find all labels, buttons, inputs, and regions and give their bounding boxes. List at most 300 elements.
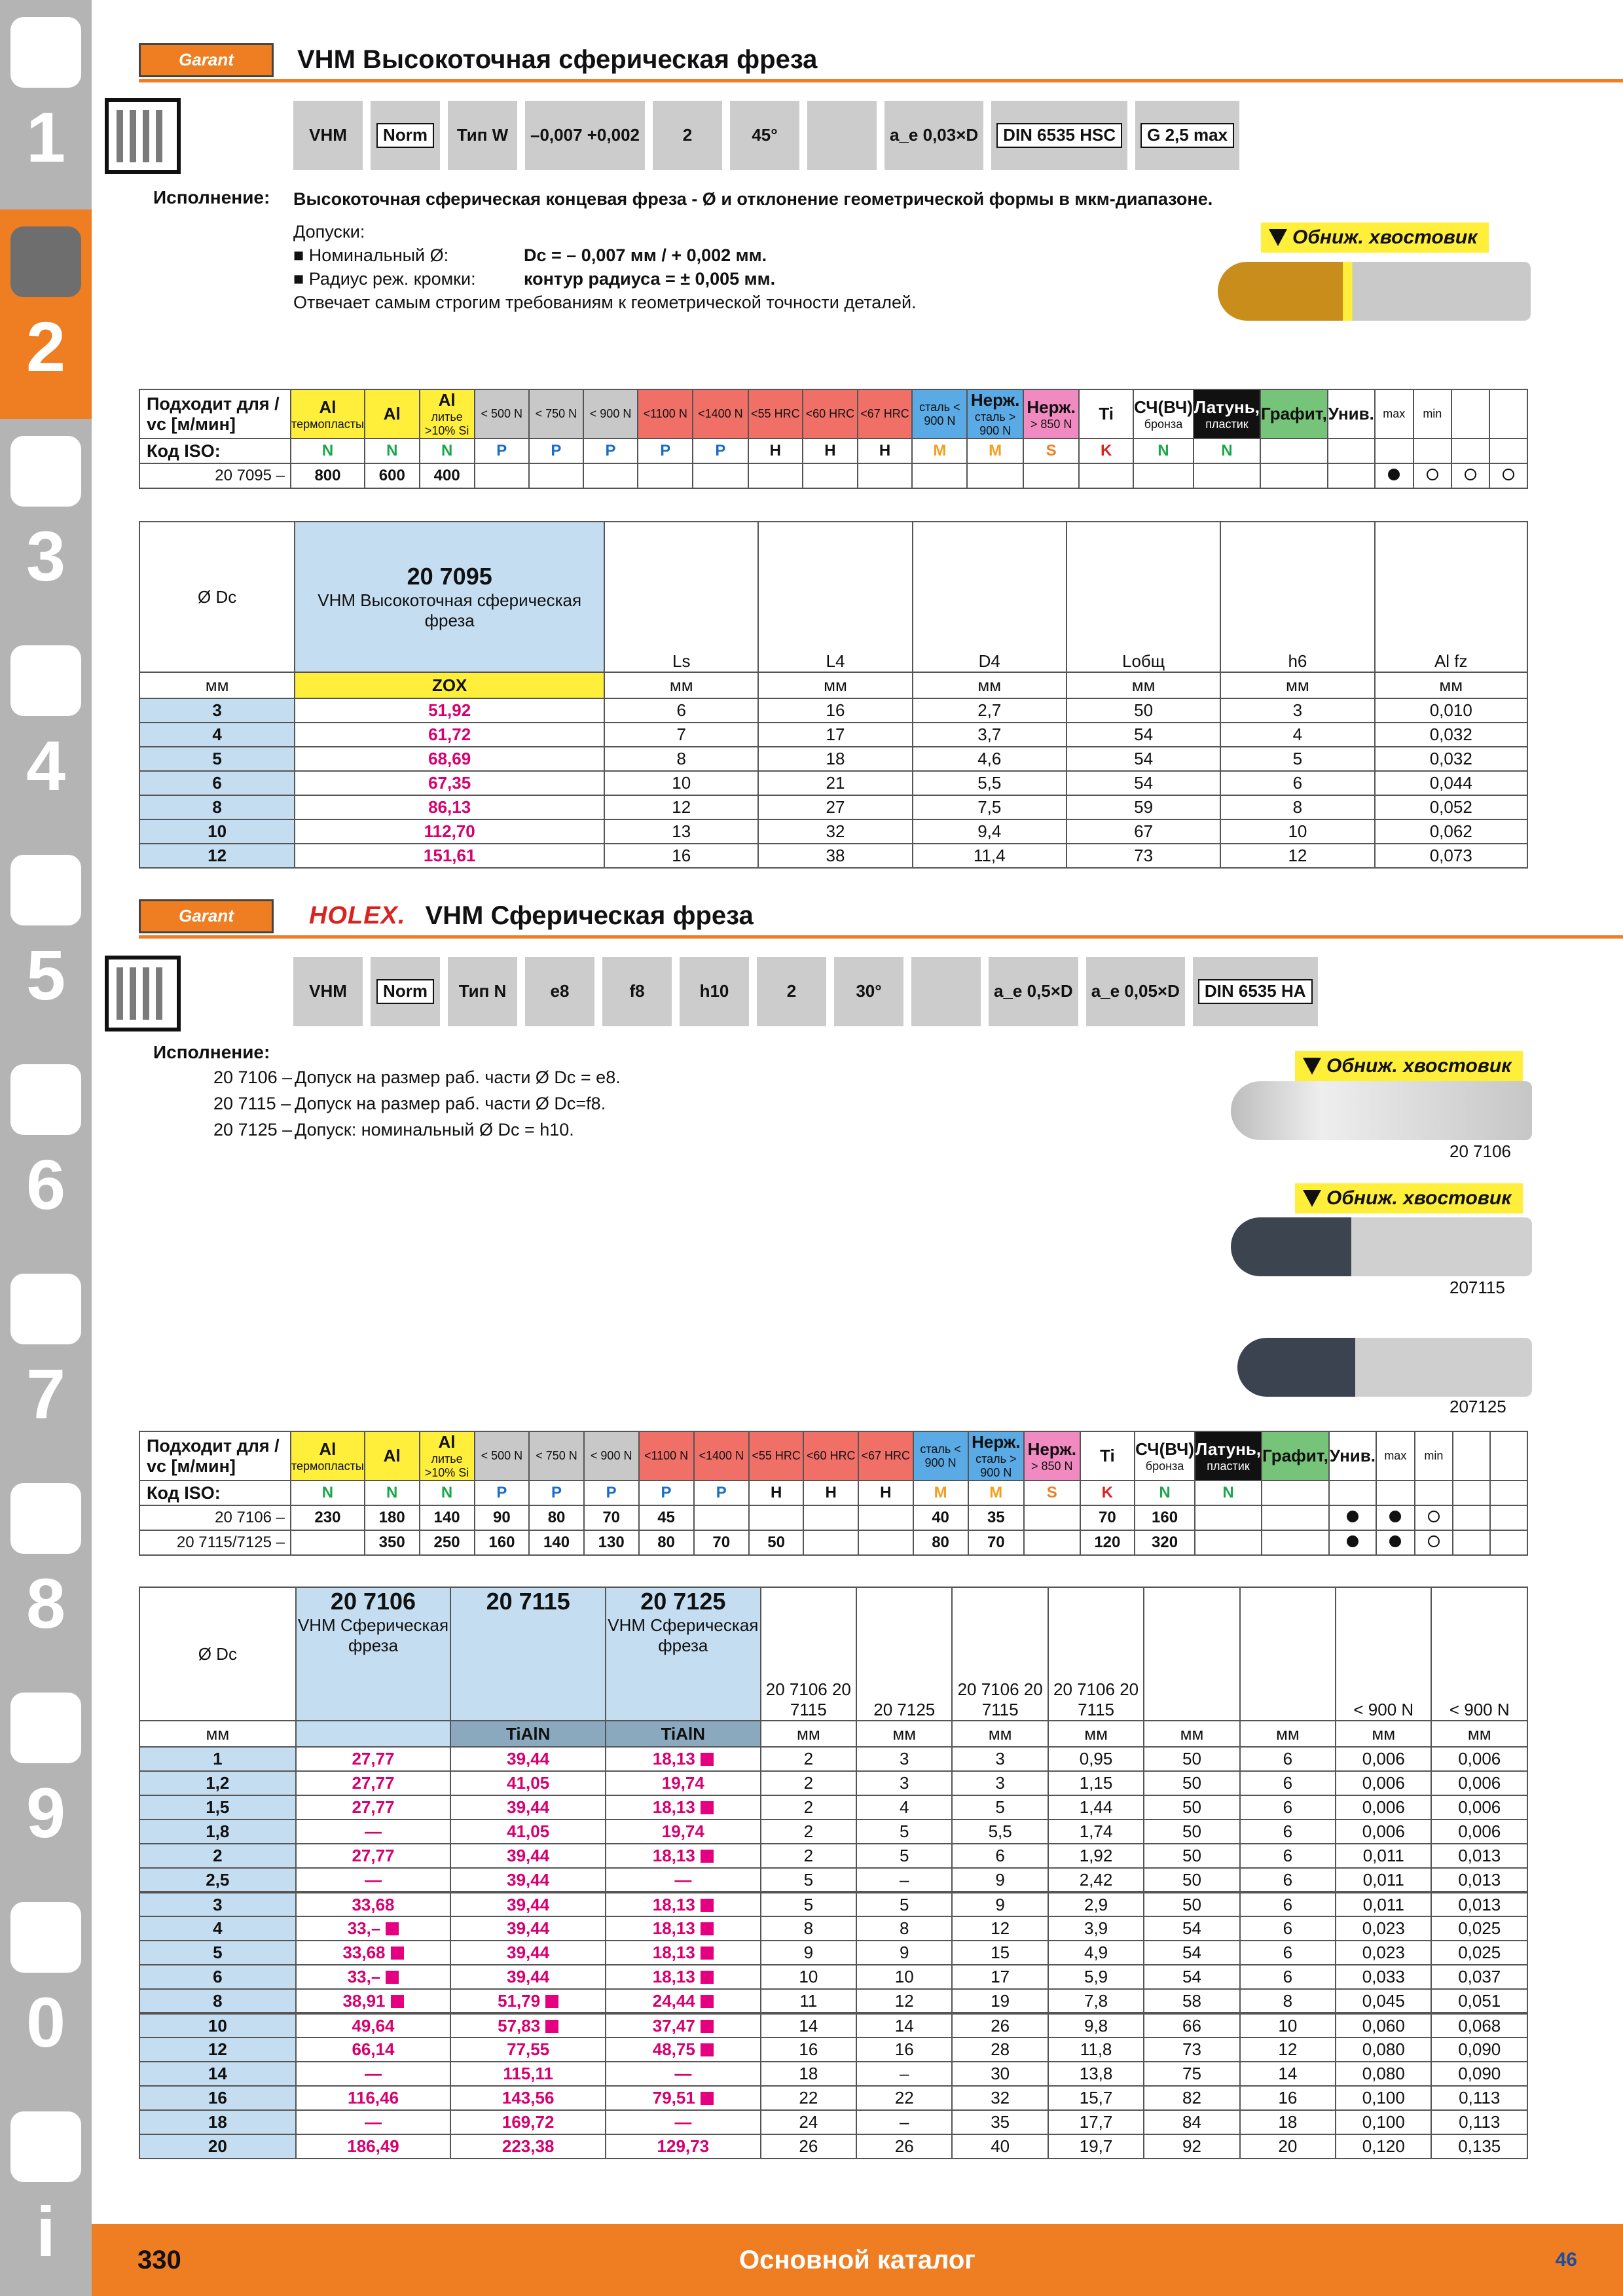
dc-value: [139, 2110, 296, 2134]
ispoln-label-1: Исполнение:: [153, 187, 270, 207]
cell-text: 18: [1278, 2112, 1298, 2132]
cell-text: 0,023: [1362, 1943, 1405, 1962]
fits-value: 250: [420, 1530, 475, 1555]
cell-text: 54: [1182, 1943, 1201, 1962]
dim-value: [1048, 1965, 1144, 1989]
price-value[interactable]: [450, 1965, 606, 1989]
material-sub: < 750 N: [535, 407, 577, 420]
cell-text: 6: [1283, 1869, 1293, 1890]
dim-value: [952, 2134, 1048, 2159]
price-value[interactable]: [296, 1771, 451, 1795]
dim-value: [1240, 1844, 1336, 1868]
cell-text: 5: [900, 1846, 909, 1865]
sidebar-tab-i[interactable]: [0, 2094, 92, 2296]
fits-value: [1329, 1505, 1376, 1530]
cell-text: 37,47: [652, 2015, 695, 2036]
dim-value: [1144, 1916, 1239, 1941]
cell-text: 6: [1283, 1918, 1293, 1938]
price-value[interactable]: [450, 1771, 606, 1795]
qr-code-icon[interactable]: [105, 98, 181, 174]
cell-text: 0,033: [1362, 1967, 1405, 1986]
fits-value: [1195, 1505, 1262, 1530]
iso-cell: N: [1195, 1480, 1262, 1505]
cell-text: 38,91: [342, 1990, 386, 2011]
dim-value: [952, 2086, 1048, 2110]
cell-text: 33,–: [347, 1918, 381, 1938]
material-sub: сталь < 900 N: [919, 400, 960, 427]
price-value[interactable]: [450, 2062, 606, 2086]
feature-icon-0: [293, 101, 363, 170]
dim-value: [1144, 2134, 1239, 2159]
fits-value: 70: [694, 1530, 749, 1555]
material-col-14: [1079, 389, 1133, 439]
cell-text: 19,7: [1079, 2136, 1113, 2156]
price-value[interactable]: [606, 2013, 761, 2037]
price-value[interactable]: [606, 1941, 761, 1965]
price-value[interactable]: [450, 2013, 606, 2037]
price-value[interactable]: [296, 1844, 451, 1868]
iso-cell: N: [291, 439, 365, 463]
iso-cell: N: [291, 1480, 365, 1505]
section2-title: VHM Сферическая фреза: [425, 901, 754, 930]
fits-value: [1489, 463, 1527, 488]
sidebar-tab-number: 2: [26, 307, 66, 386]
fits-value: [1490, 1505, 1527, 1530]
availability-square-icon: [391, 1995, 404, 2008]
price-value[interactable]: 151,61: [295, 844, 604, 868]
dim-value: 0,062: [1375, 819, 1527, 844]
dim-value: [856, 2013, 952, 2037]
iso-cell: [1260, 439, 1328, 463]
cell-text: 6: [995, 1846, 1005, 1865]
cell-text: —: [674, 2064, 692, 2083]
dim-value: [1336, 1747, 1431, 1771]
tol1-label: ■ Номинальный Ø:: [293, 245, 449, 265]
material-sub: min: [1424, 1449, 1444, 1462]
price-value[interactable]: [296, 1747, 451, 1771]
cell-text: 4: [213, 1918, 223, 1938]
price-value[interactable]: [450, 2110, 606, 2134]
material-sub: литье >10% Si: [424, 410, 469, 437]
cell-text: 16: [1278, 2088, 1298, 2108]
feature-label: VHM: [309, 981, 347, 1001]
holex-logo: HOLEX.: [309, 902, 406, 929]
cell-text: 2,42: [1079, 1869, 1113, 1890]
price-value[interactable]: [296, 1892, 451, 1916]
price-value[interactable]: [450, 1844, 606, 1868]
cell-text: 1,44: [1079, 1797, 1113, 1817]
cell-text: 92: [1182, 2136, 1201, 2156]
tool-image-207125: [1237, 1338, 1532, 1397]
price-value[interactable]: [296, 1820, 451, 1844]
cell-text: 22: [894, 2088, 914, 2108]
cell-text: 2,9: [1084, 1894, 1108, 1914]
fits-value: [1079, 463, 1133, 488]
dim-value: [1144, 1868, 1239, 1892]
price-value[interactable]: [296, 1965, 451, 1989]
price-value[interactable]: [606, 1795, 761, 1820]
sidebar-tab-0[interactable]: [0, 1885, 92, 2094]
cell-text: 1,5: [206, 1797, 230, 1817]
dim-value: [1144, 1771, 1239, 1795]
fits-value: [1453, 1505, 1490, 1530]
price-value[interactable]: [606, 1771, 761, 1795]
tol-note: Отвечает самым строгим требованиям к геометрической точности деталей.: [293, 293, 917, 312]
fits-value: [1415, 1530, 1453, 1555]
fits-row-label: 20 7106 –: [139, 1505, 291, 1530]
dim-value: 21: [758, 771, 912, 795]
cell-text: 3,9: [1084, 1918, 1108, 1938]
material-sub: min: [1423, 407, 1442, 420]
cell-text: 50: [1182, 1869, 1201, 1890]
feature-icon-7: [834, 957, 903, 1026]
iso-label: Код ISO:: [139, 1480, 291, 1505]
cell-text: 10: [799, 1967, 818, 1986]
sub-header-1: 20 7125: [856, 1587, 952, 1721]
feature-icon-4: [653, 101, 722, 170]
iso-cell: P: [694, 1480, 749, 1505]
price-value[interactable]: [606, 1965, 761, 1989]
cell-text: 66: [1182, 2015, 1201, 2036]
feature-icon-0: [293, 957, 363, 1026]
price-value[interactable]: [450, 1941, 606, 1965]
feature-icon-9: [989, 957, 1078, 1026]
fits-value: 130: [584, 1530, 639, 1555]
dim-value: [761, 1820, 856, 1844]
cell-text: 9: [995, 1894, 1005, 1914]
fits-value: 90: [475, 1505, 530, 1530]
dim-value: [856, 1795, 952, 1820]
material-sub: термопласты: [291, 417, 364, 431]
saw-disc-icon: [10, 855, 81, 925]
material-head: Нерж.: [1027, 1439, 1076, 1459]
availability-square-icon: [701, 1971, 714, 1984]
cell-text: 6: [1283, 1846, 1293, 1865]
dc-value: 3: [139, 698, 295, 723]
availability-square-icon: [701, 2020, 714, 2033]
price-value[interactable]: [450, 2037, 606, 2062]
dim-value: [1240, 1965, 1336, 1989]
cell-text: 2: [803, 1821, 814, 1841]
table-row: [139, 1892, 1527, 1916]
table-row: [139, 2037, 1527, 2062]
iso-cell: M: [913, 1480, 968, 1505]
iso-cell: P: [529, 1480, 584, 1505]
material-sub: сталь > 900 N: [976, 1452, 1017, 1479]
feature-label: f8: [629, 981, 645, 1001]
price-value[interactable]: [606, 2086, 761, 2110]
dim-value: [952, 2013, 1048, 2037]
price-value[interactable]: [296, 2062, 451, 2086]
price-value[interactable]: [606, 2110, 761, 2134]
material-sub: < 900 N: [589, 407, 632, 420]
price-value[interactable]: [296, 1868, 451, 1892]
fits-value: [1260, 463, 1328, 488]
cell-text: 27,77: [352, 1846, 395, 1865]
price-value[interactable]: [450, 1820, 606, 1844]
price-value[interactable]: 86,13: [295, 795, 604, 819]
dim-value: [856, 1868, 952, 1892]
iso-cell: H: [748, 439, 803, 463]
price-value[interactable]: [606, 1989, 761, 2013]
cell-text: 51,79: [498, 1990, 541, 2011]
price-value[interactable]: [606, 2134, 761, 2159]
dim-value: [856, 2110, 952, 2134]
feature-icon-4: [602, 957, 672, 1026]
dim-value: 12: [604, 795, 758, 819]
material-head: Латунь,: [1194, 397, 1260, 417]
cell-text: 9: [900, 1943, 909, 1962]
dc-value: [139, 2037, 296, 2062]
fits-value: [1375, 463, 1413, 488]
dim-value: 10: [1220, 819, 1374, 844]
sidebar-tab-6[interactable]: [0, 1047, 92, 1257]
feature-icon-1: [371, 101, 440, 170]
dim-value: [1336, 2110, 1431, 2134]
material-col-10: [858, 1431, 913, 1480]
dim-value: [856, 1989, 952, 2013]
price-value[interactable]: [450, 1916, 606, 1941]
price-value[interactable]: [296, 2134, 451, 2159]
caliper-icon: [10, 645, 81, 716]
price-value[interactable]: [450, 2134, 606, 2159]
dim-value: [761, 2037, 856, 2062]
dim-value: [1144, 1989, 1239, 2013]
price-value[interactable]: 68,69: [295, 747, 604, 771]
product-table-207095: [139, 521, 1528, 869]
code-name: VHM Высокоточная сферическая фреза: [318, 590, 582, 630]
iso-cell: [1453, 1480, 1490, 1505]
iso-cell: M: [967, 439, 1023, 463]
cell-text: 19,74: [661, 1773, 704, 1793]
material-head: Нерж.: [972, 1432, 1021, 1452]
price-value[interactable]: [450, 1868, 606, 1892]
price-value[interactable]: [296, 1941, 451, 1965]
dim-value: 6: [1220, 771, 1374, 795]
price-value[interactable]: [606, 1892, 761, 1916]
availability-square-icon: [386, 1922, 399, 1935]
ispoln-code: 20 7106 –: [213, 1067, 293, 1087]
feature-label: DIN 6535 HSC: [996, 123, 1122, 148]
iso-cell: [1376, 1480, 1415, 1505]
fits-value: 70: [968, 1530, 1024, 1555]
coolant-dot-icon: [1388, 469, 1400, 480]
price-value[interactable]: [606, 1868, 761, 1892]
footer: [92, 2224, 1623, 2296]
dim-value: [761, 1916, 856, 1941]
price-value[interactable]: [450, 1795, 606, 1820]
cell-text: 16: [894, 2039, 914, 2059]
availability-square-icon: [701, 1850, 714, 1863]
cell-text: —: [365, 2064, 382, 2083]
price-value[interactable]: [450, 1747, 606, 1771]
price-value[interactable]: [450, 1989, 606, 2013]
cell-text: 3: [213, 1894, 223, 1914]
fits-value: 350: [365, 1530, 420, 1555]
cell-text: 8: [900, 1918, 909, 1938]
tool-image-207095: [1218, 262, 1531, 321]
material-head: Графит,: [1262, 1446, 1328, 1465]
price-value[interactable]: [296, 2110, 451, 2134]
material-col-6: [638, 389, 693, 439]
price-value[interactable]: [606, 1820, 761, 1844]
cell-text: 0,023: [1362, 1918, 1405, 1938]
material-col-7: [693, 389, 748, 439]
price-value[interactable]: [606, 2062, 761, 2086]
cell-text: 50: [1182, 1894, 1201, 1914]
sidebar-tab-5[interactable]: [0, 838, 92, 1047]
table-row: [139, 1795, 1527, 1820]
cell-text: 75: [1182, 2064, 1201, 2083]
fits-row-label: 20 7115/7125 –: [139, 1530, 291, 1555]
cell-text: 50: [1182, 1797, 1201, 1817]
dim-value: [1048, 2086, 1144, 2110]
dim-value: [1336, 1989, 1431, 2013]
iso-cell: P: [584, 1480, 639, 1505]
dim-value: [1336, 1844, 1431, 1868]
dim-value: [1048, 2013, 1144, 2037]
price-value[interactable]: [296, 2037, 451, 2062]
cell-text: 9,8: [1084, 2015, 1108, 2036]
dc-header: Ø Dc: [139, 522, 295, 672]
material-col-3: [475, 389, 529, 439]
fits-value: [529, 463, 583, 488]
price-value[interactable]: 112,70: [295, 819, 604, 844]
cell-text: 0,95: [1079, 1749, 1113, 1768]
code-header-2: [606, 1587, 761, 1721]
feature-label: G 2,5 max: [1140, 123, 1234, 148]
iso-cell: [1262, 1480, 1329, 1505]
sidebar-tab-8[interactable]: [0, 1466, 92, 1676]
feature-icon-7: [884, 101, 983, 170]
unit-cell: мм: [139, 1721, 296, 1747]
price-value[interactable]: [606, 2037, 761, 2062]
col-header-2: D4: [913, 522, 1067, 672]
drill-icon: [10, 17, 81, 88]
tool-image-207106: [1231, 1081, 1532, 1140]
cell-text: 0,113: [1459, 2088, 1501, 2108]
price-value[interactable]: 51,92: [295, 698, 604, 723]
qr-code-icon-2[interactable]: [105, 956, 181, 1031]
price-value[interactable]: [606, 1747, 761, 1771]
dim-value: [1144, 1747, 1239, 1771]
iso-cell: M: [912, 439, 967, 463]
sidebar-tab-9[interactable]: [0, 1676, 92, 1885]
cell-text: 33,–: [347, 1967, 381, 1986]
price-value[interactable]: [296, 1989, 451, 2013]
cell-text: 26: [991, 2015, 1010, 2036]
dim-value: [1240, 1916, 1336, 1941]
sidebar-tab-4[interactable]: [0, 628, 92, 838]
dim-value: [1431, 2134, 1527, 2159]
dc-value: 4: [139, 723, 295, 747]
dc-value: 6: [139, 771, 295, 795]
dim-value: [761, 1771, 856, 1795]
shank-label-1: Обниж. хвостовик: [1261, 223, 1489, 253]
price-value[interactable]: [296, 2086, 451, 2110]
dim-value: [952, 1868, 1048, 1892]
price-value[interactable]: [606, 1844, 761, 1868]
fits-value: [803, 1505, 858, 1530]
material-head: Al: [383, 1446, 401, 1465]
cell-text: —: [365, 1869, 382, 1890]
sidebar-tab-2[interactable]: [0, 209, 92, 419]
sidebar-tab-7[interactable]: [0, 1257, 92, 1466]
cell-text: 4: [900, 1797, 909, 1817]
price-value[interactable]: [296, 1795, 451, 1820]
fits-value: 160: [1135, 1505, 1195, 1530]
unit-cell: ZOX: [295, 672, 604, 698]
cell-text: 18,13: [652, 1967, 695, 1986]
dim-value: [952, 1916, 1048, 1941]
cell-text: 2: [803, 1749, 814, 1768]
sidebar-tab-1[interactable]: [0, 0, 92, 209]
cell-text: 0,060: [1362, 2015, 1405, 2036]
cell-text: 39,44: [507, 1894, 550, 1914]
price-value[interactable]: 67,35: [295, 771, 604, 795]
fits-row: [139, 463, 1527, 488]
iso-cell: H: [858, 439, 913, 463]
code-header-0: [296, 1587, 451, 1721]
material-head: Графит,: [1260, 404, 1327, 423]
iso-cell: N: [365, 1480, 420, 1505]
cell-text: 15,7: [1079, 2088, 1113, 2108]
cell-text: 50: [1182, 1821, 1201, 1841]
dim-value: [761, 2134, 856, 2159]
material-col-21: [1453, 1431, 1490, 1480]
material-sub: > 850 N: [1030, 417, 1072, 431]
dim-value: [761, 1965, 856, 1989]
cell-text: 0,068: [1458, 2015, 1501, 2036]
cell-text: 0,006: [1458, 1821, 1501, 1841]
sidebar-tab-3[interactable]: [0, 419, 92, 628]
feature-icon-11: [1193, 957, 1318, 1026]
fits-value: [749, 1505, 804, 1530]
price-value[interactable]: [450, 2086, 606, 2110]
material-col-3: [475, 1431, 530, 1480]
cell-text: 0,045: [1362, 1990, 1405, 2011]
dim-value: [1240, 2013, 1336, 2037]
coolant-dot-icon: [1428, 1511, 1440, 1522]
material-col-18: [1328, 389, 1375, 439]
dim-value: [952, 1989, 1048, 2013]
cell-text: 5: [803, 1894, 814, 1914]
wrench-icon: [10, 1064, 81, 1135]
material-col-4: [529, 1431, 584, 1480]
iso-cell: P: [475, 1480, 530, 1505]
table-row: [139, 2013, 1527, 2037]
price-value[interactable]: [296, 2013, 451, 2037]
cell-text: 40: [991, 2136, 1010, 2156]
price-value[interactable]: [606, 1916, 761, 1941]
cell-text: 0,120: [1362, 2136, 1405, 2156]
table-row: [139, 698, 1527, 723]
cell-text: 14: [1278, 2064, 1298, 2083]
dc-value: [139, 1892, 296, 1916]
fits-value: [912, 463, 967, 488]
dim-value: [1048, 1916, 1144, 1941]
cell-text: 116,46: [347, 2088, 399, 2108]
ispoln-code: 20 7125 –: [213, 1120, 293, 1139]
iso-cell: P: [639, 1480, 694, 1505]
price-value[interactable]: [450, 1892, 606, 1916]
price-value[interactable]: 61,72: [295, 723, 604, 747]
availability-square-icon: [545, 2020, 558, 2033]
dim-value: [761, 1941, 856, 1965]
price-value[interactable]: [296, 1916, 451, 1941]
code-header: [295, 522, 604, 672]
dc-value: 5: [139, 747, 295, 771]
